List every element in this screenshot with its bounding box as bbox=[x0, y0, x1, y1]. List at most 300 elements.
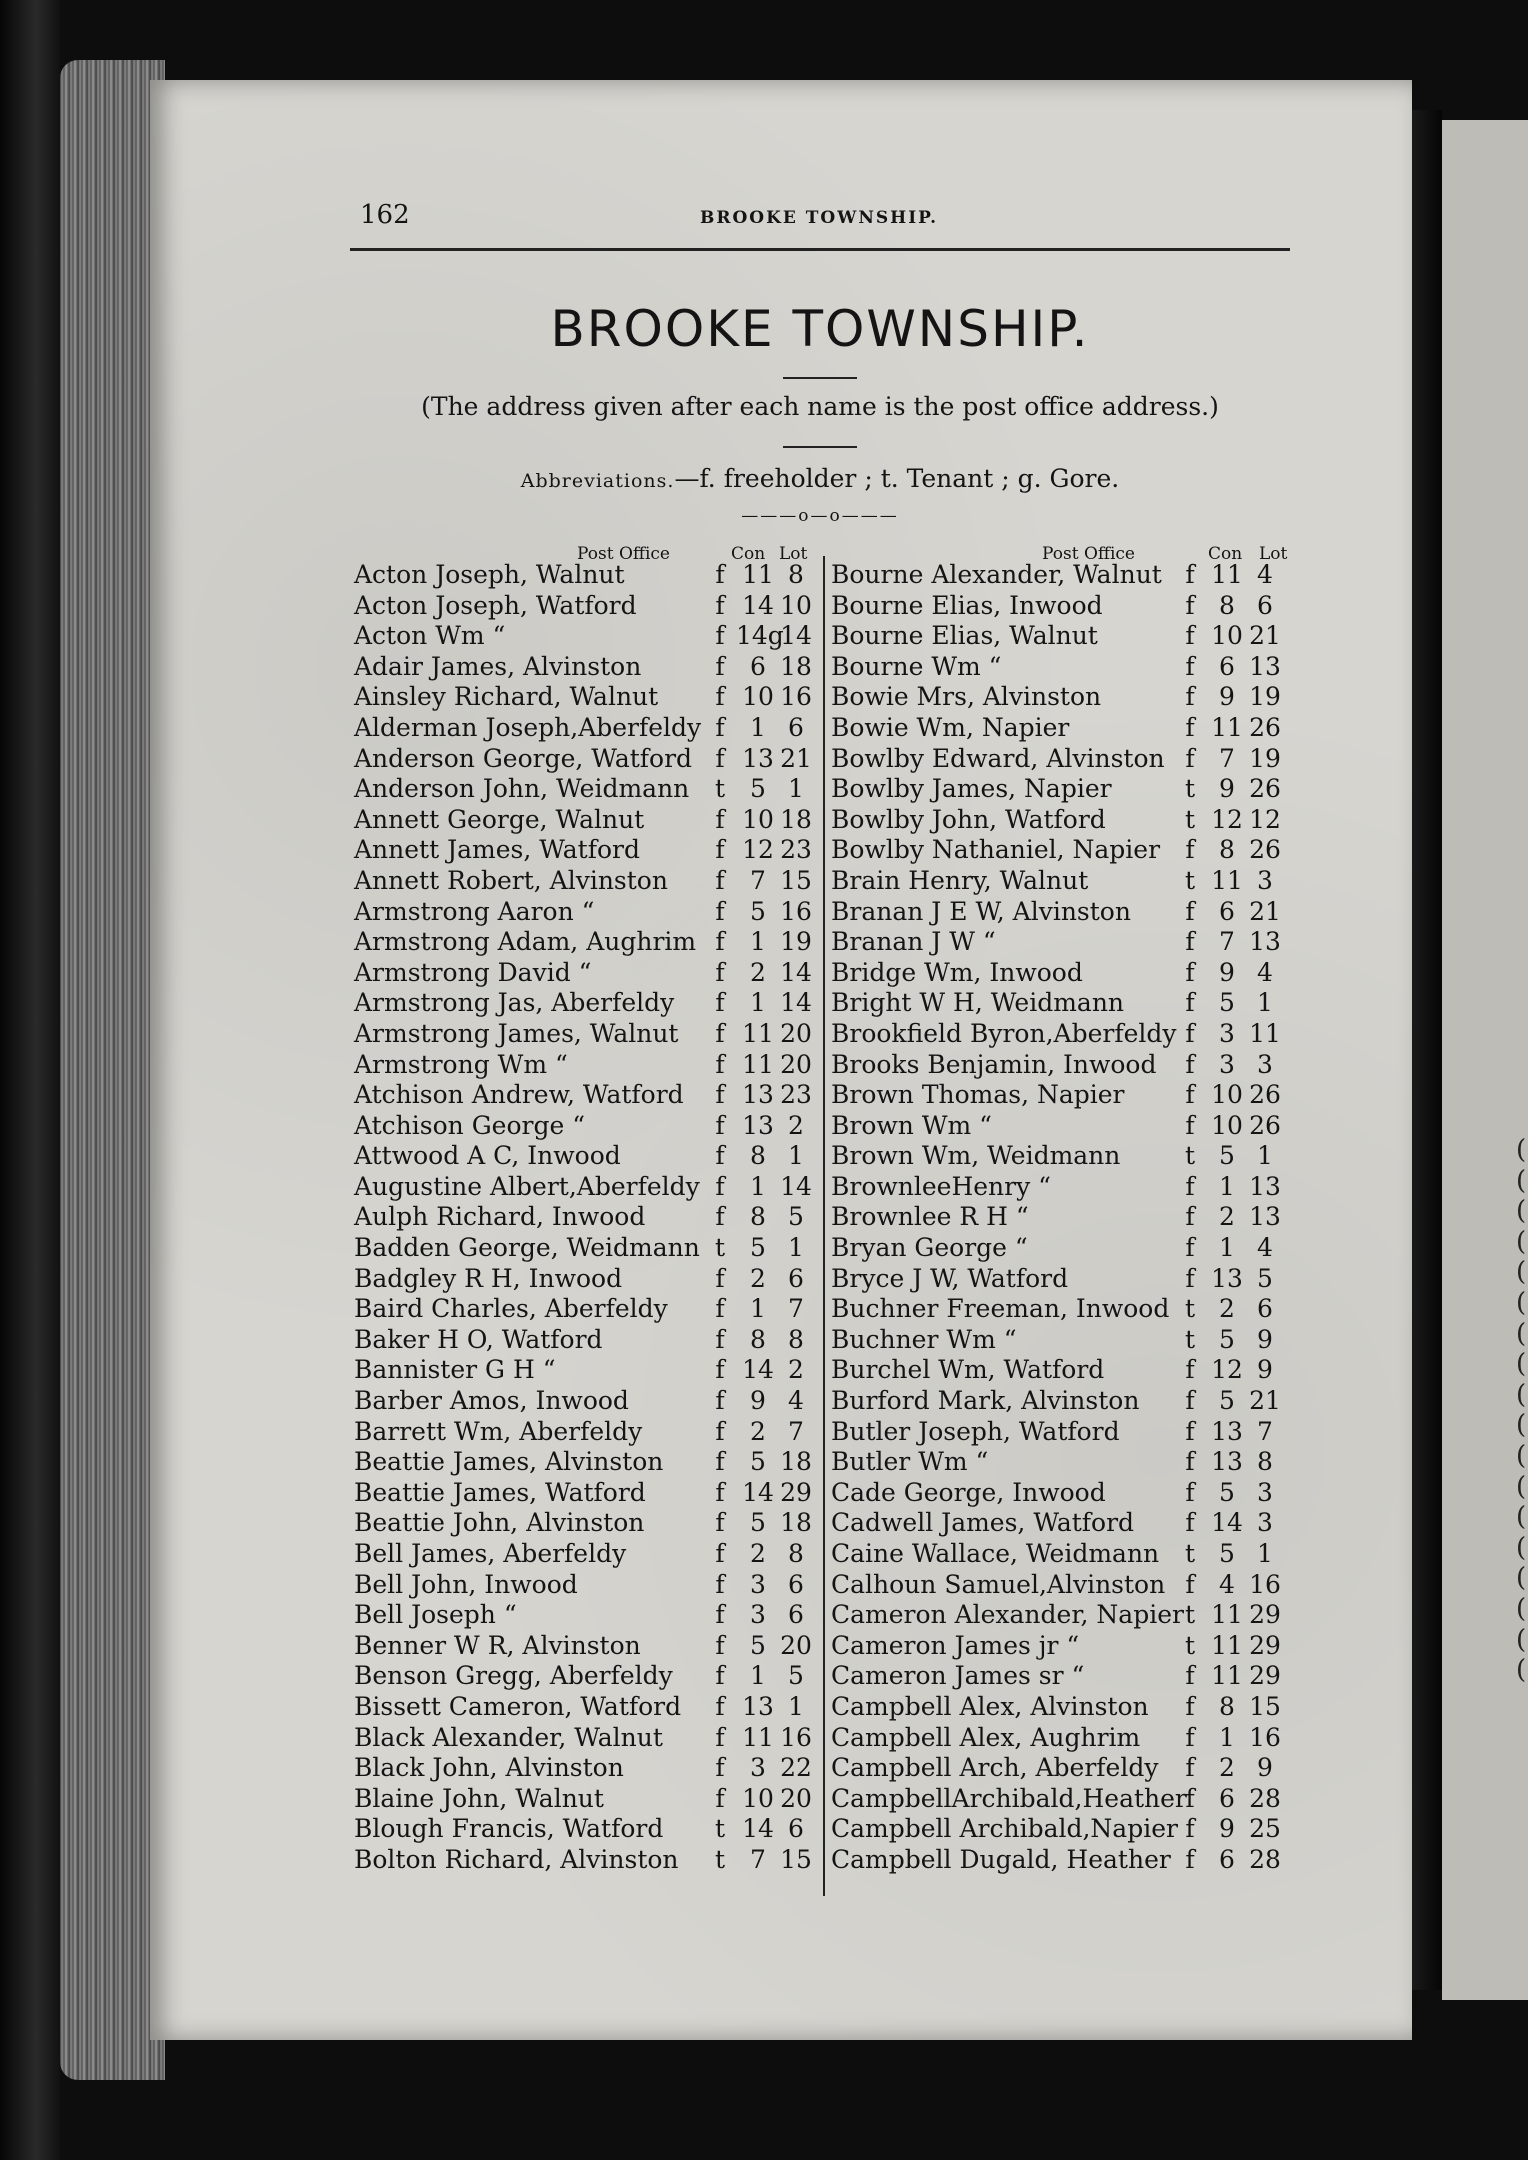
directory-entry bbox=[817, 1844, 1281, 1876]
entry-tenure: f bbox=[715, 560, 725, 589]
entry-lot: 29 bbox=[1249, 1661, 1281, 1691]
entry-lot: 19 bbox=[1249, 743, 1281, 773]
entry-name: Bryce J W, Watford bbox=[831, 1263, 1069, 1293]
entry-name: Bourne Elias, Inwood bbox=[831, 590, 1103, 620]
entry-lot: 2 bbox=[788, 1355, 804, 1385]
left-lot-heading: Lot bbox=[779, 544, 808, 564]
entry-tenure: f bbox=[1185, 590, 1195, 620]
entry-lot: 18 bbox=[780, 804, 812, 834]
next-page-fragment: ( bbox=[1516, 1410, 1527, 1441]
entry-lot: 6 bbox=[1257, 1294, 1273, 1324]
entry-lot: 1 bbox=[1257, 1141, 1273, 1171]
entry-tenure: f bbox=[715, 865, 725, 895]
entry-lot: 21 bbox=[780, 743, 812, 773]
entry-con: 7 bbox=[1219, 927, 1235, 957]
entry-tenure: f bbox=[715, 1355, 725, 1385]
entry-tenure: f bbox=[1185, 1661, 1195, 1691]
entry-tenure: f bbox=[1185, 957, 1195, 987]
entry-tenure: f bbox=[1185, 1110, 1195, 1140]
entry-name: Brownlee R H “ bbox=[831, 1202, 1029, 1232]
left-con-heading: Con bbox=[731, 544, 766, 564]
next-page-fragment: ( bbox=[1516, 1624, 1527, 1655]
directory-entry bbox=[817, 1171, 1281, 1203]
note-rule bbox=[783, 446, 857, 448]
directory-entry bbox=[817, 1018, 1281, 1050]
entry-tenure: f bbox=[715, 1753, 725, 1783]
entry-tenure: f bbox=[1185, 1233, 1195, 1263]
entry-con: 7 bbox=[750, 1844, 766, 1874]
directory-entry bbox=[340, 1447, 820, 1478]
directory-entry bbox=[817, 1508, 1277, 1539]
entry-con: 13 bbox=[1211, 1416, 1243, 1446]
entry-con: 2 bbox=[750, 957, 766, 987]
entry-con: 5 bbox=[750, 774, 766, 804]
entry-tenure: f bbox=[1185, 1018, 1195, 1048]
entry-tenure: f bbox=[715, 835, 725, 865]
entry-name: Cadwell James, Watford bbox=[831, 1508, 1135, 1538]
entry-name: Brown Wm “ bbox=[831, 1110, 992, 1140]
entry-tenure: f bbox=[1185, 1447, 1195, 1477]
entry-lot: 8 bbox=[788, 1324, 804, 1354]
entry-tenure: f bbox=[715, 1110, 725, 1140]
entry-lot: 26 bbox=[1249, 835, 1281, 865]
directory-entry bbox=[817, 1814, 1281, 1845]
entry-lot: 14 bbox=[780, 621, 812, 651]
entry-tenure: f bbox=[715, 1386, 725, 1416]
entry-name: Bell James, Aberfeldy bbox=[354, 1539, 627, 1568]
entry-tenure: f bbox=[1185, 1814, 1195, 1844]
directory-entry bbox=[817, 1783, 1281, 1815]
entry-name: Bryan George “ bbox=[831, 1233, 1028, 1263]
entry-con: 11 bbox=[742, 1722, 774, 1752]
entry-tenure: t bbox=[714, 774, 726, 804]
entry-con: 12 bbox=[1211, 804, 1243, 834]
directory-entry bbox=[340, 560, 820, 591]
abbreviations-label: Abbreviations. bbox=[520, 470, 675, 492]
entry-lot: 28 bbox=[1249, 1844, 1281, 1874]
entry-tenure: t bbox=[1184, 1630, 1196, 1660]
entry-con: 3 bbox=[750, 1600, 766, 1630]
entry-lot: 9 bbox=[1257, 1324, 1273, 1354]
entry-name: Buchner Freeman, Inwood bbox=[831, 1294, 1170, 1324]
entry-con: 13 bbox=[1211, 1447, 1243, 1477]
entry-con: 14 bbox=[1211, 1508, 1243, 1538]
entry-con: 5 bbox=[750, 1233, 766, 1263]
entry-con: 2 bbox=[1219, 1202, 1235, 1232]
entry-tenure: f bbox=[715, 590, 725, 620]
entry-name: Baker H O, Watford bbox=[354, 1324, 603, 1354]
entry-name: Bowie Mrs, Alvinston bbox=[831, 682, 1102, 712]
entry-tenure: f bbox=[1185, 1477, 1195, 1507]
entry-name: Bourne Wm “ bbox=[831, 651, 1002, 681]
directory-entry bbox=[340, 1539, 820, 1570]
entry-tenure: f bbox=[715, 1171, 725, 1201]
entry-con: 5 bbox=[1219, 988, 1235, 1018]
entry-tenure: f bbox=[715, 1783, 725, 1813]
directory-entry bbox=[817, 866, 1277, 897]
entry-name: Benson Gregg, Aberfeldy bbox=[354, 1661, 673, 1691]
directory-entry bbox=[340, 1141, 820, 1172]
entry-lot: 4 bbox=[1257, 1233, 1273, 1263]
entry-con: 1 bbox=[750, 988, 766, 1018]
entry-lot: 16 bbox=[1249, 1569, 1281, 1599]
entry-tenure: f bbox=[1185, 682, 1195, 712]
entry-tenure: f bbox=[715, 957, 725, 987]
entry-lot: 28 bbox=[1249, 1783, 1281, 1813]
entry-con: 10 bbox=[742, 804, 774, 834]
entry-tenure: f bbox=[1185, 1080, 1195, 1110]
entry-name: Burchel Wm, Watford bbox=[831, 1355, 1105, 1385]
entry-tenure: t bbox=[1184, 804, 1196, 834]
entry-con: 8 bbox=[1219, 835, 1235, 865]
entry-tenure: f bbox=[1185, 1171, 1195, 1201]
entry-name: Campbell Alex, Aughrim bbox=[831, 1722, 1141, 1752]
entry-lot: 29 bbox=[780, 1477, 812, 1507]
entry-name: Adair James, Alvinston bbox=[354, 651, 642, 681]
entry-lot: 26 bbox=[1249, 712, 1281, 742]
entry-name: Bowlby Nathaniel, Napier bbox=[831, 835, 1161, 865]
entry-lot: 6 bbox=[1257, 590, 1273, 620]
directory-entry bbox=[817, 804, 1281, 836]
entry-tenure: t bbox=[1184, 1600, 1196, 1630]
entry-name: Aulph Richard, Inwood bbox=[354, 1202, 646, 1232]
entry-con: 9 bbox=[1219, 957, 1235, 987]
directory-entry bbox=[817, 1386, 1281, 1417]
entry-lot: 16 bbox=[780, 1722, 812, 1752]
entry-con: 8 bbox=[1219, 590, 1235, 620]
directory-entry bbox=[340, 866, 820, 897]
entry-con: 9 bbox=[1219, 774, 1235, 804]
entry-name: Butler Wm “ bbox=[831, 1447, 989, 1477]
entry-lot: 18 bbox=[780, 1447, 812, 1477]
entry-lot: 14 bbox=[780, 1171, 812, 1201]
entry-con: 8 bbox=[750, 1202, 766, 1232]
entry-name: Beattie John, Alvinston bbox=[354, 1508, 645, 1538]
directory-entry bbox=[340, 682, 820, 713]
entry-con: 12 bbox=[742, 835, 774, 865]
entry-lot: 18 bbox=[780, 1508, 812, 1538]
directory-entry bbox=[817, 1110, 1281, 1142]
entry-name: Armstrong Aaron “ bbox=[354, 896, 595, 926]
directory-entry bbox=[340, 805, 820, 836]
entry-tenure: f bbox=[715, 804, 725, 834]
entry-lot: 22 bbox=[780, 1753, 812, 1783]
entry-name: Armstrong Jas, Aberfeldy bbox=[354, 988, 675, 1018]
entry-lot: 1 bbox=[788, 1141, 804, 1171]
entry-lot: 7 bbox=[788, 1416, 804, 1446]
entry-tenure: f bbox=[1185, 1202, 1195, 1232]
entry-lot: 8 bbox=[788, 1539, 804, 1568]
entry-name: Branan J E W, Alvinston bbox=[831, 896, 1131, 926]
directory-entry bbox=[340, 1631, 820, 1662]
entry-tenure: f bbox=[715, 1447, 725, 1477]
directory-entry bbox=[817, 1630, 1281, 1662]
entry-name: Bridge Wm, Inwood bbox=[831, 957, 1083, 987]
entry-lot: 15 bbox=[780, 1844, 812, 1874]
entry-tenure: f bbox=[1185, 896, 1195, 926]
entry-name: Barber Amos, Inwood bbox=[354, 1386, 629, 1416]
entry-tenure: f bbox=[715, 743, 725, 773]
directory-entry bbox=[817, 988, 1277, 1019]
next-page-fragment: ( bbox=[1516, 1135, 1527, 1165]
entry-lot: 5 bbox=[788, 1202, 804, 1232]
entry-con: 8 bbox=[1219, 1691, 1235, 1721]
entry-tenure: f bbox=[715, 1018, 725, 1048]
entry-lot: 13 bbox=[1249, 927, 1281, 957]
directory-entry bbox=[340, 1172, 820, 1203]
directory-entry bbox=[817, 1141, 1277, 1172]
entry-name: Bowie Wm, Napier bbox=[831, 712, 1070, 742]
entry-name: Armstrong Wm “ bbox=[354, 1049, 568, 1079]
entry-name: Brain Henry, Walnut bbox=[831, 865, 1089, 895]
entry-tenure: t bbox=[1184, 865, 1196, 895]
entry-lot: 13 bbox=[1249, 1171, 1281, 1201]
entry-name: Cameron James sr “ bbox=[831, 1661, 1085, 1691]
entry-con: 2 bbox=[1219, 1753, 1235, 1783]
entry-tenure: f bbox=[1185, 1722, 1195, 1752]
entry-tenure: f bbox=[1185, 988, 1195, 1018]
entry-con: 10 bbox=[1211, 621, 1243, 651]
entry-lot: 18 bbox=[780, 651, 812, 681]
entry-name: Bourne Elias, Walnut bbox=[831, 621, 1098, 651]
entry-lot: 23 bbox=[780, 1080, 812, 1110]
ornament-divider: ———o—o——— bbox=[741, 506, 899, 526]
next-page-fragment: ( bbox=[1516, 1165, 1527, 1196]
entry-tenure: f bbox=[1185, 1386, 1195, 1416]
entry-name: Bell Joseph “ bbox=[354, 1600, 517, 1630]
entry-name: Buchner Wm “ bbox=[831, 1324, 1017, 1354]
entry-lot: 5 bbox=[1257, 1263, 1273, 1293]
directory-entry bbox=[817, 1753, 1277, 1784]
left-directory-list bbox=[340, 560, 820, 1876]
next-page-fragment: ( bbox=[1516, 1196, 1527, 1227]
directory-entry bbox=[817, 743, 1281, 775]
entry-con: 7 bbox=[1219, 743, 1235, 773]
entry-con: 10 bbox=[742, 1783, 774, 1813]
entry-name: Bright W H, Weidmann bbox=[831, 988, 1125, 1018]
entry-name: Acton Joseph, Watford bbox=[354, 590, 637, 620]
directory-entry bbox=[340, 897, 820, 928]
entry-lot: 11 bbox=[1249, 1018, 1281, 1048]
entry-lot: 15 bbox=[780, 865, 812, 895]
entry-tenure: f bbox=[1185, 1049, 1195, 1079]
entry-tenure: f bbox=[715, 1263, 725, 1293]
directory-entry bbox=[817, 682, 1281, 713]
entry-name: Bowlby James, Napier bbox=[831, 774, 1112, 804]
directory-entry bbox=[817, 560, 1277, 591]
entry-name: Campbell Arch, Aberfeldy bbox=[831, 1753, 1159, 1783]
directory-entry bbox=[817, 1447, 1277, 1478]
entry-con: 3 bbox=[750, 1753, 766, 1783]
entry-tenure: f bbox=[1185, 835, 1195, 865]
entry-tenure: f bbox=[1185, 1355, 1195, 1385]
entry-con: 5 bbox=[1219, 1477, 1235, 1507]
entry-tenure: f bbox=[715, 1416, 725, 1446]
directory-entry bbox=[340, 591, 820, 622]
entry-tenure: t bbox=[1184, 774, 1196, 804]
entry-name: Blaine John, Walnut bbox=[354, 1783, 604, 1813]
entry-lot: 10 bbox=[780, 590, 812, 620]
directory-entry bbox=[817, 1294, 1277, 1325]
entry-name: Bissett Cameron, Watford bbox=[354, 1691, 682, 1721]
entry-name: Butler Joseph, Watford bbox=[831, 1416, 1120, 1446]
entry-tenure: f bbox=[1185, 1844, 1195, 1874]
entry-tenure: f bbox=[715, 1600, 725, 1630]
directory-entry bbox=[340, 652, 820, 683]
entry-tenure: f bbox=[715, 1141, 725, 1171]
directory-entry bbox=[340, 1753, 820, 1784]
page-number: 162 bbox=[360, 200, 410, 230]
entry-con: 6 bbox=[1219, 1844, 1235, 1874]
directory-entry bbox=[817, 1355, 1277, 1386]
entry-name: Augustine Albert,Aberfeldy bbox=[354, 1171, 700, 1201]
entry-tenure: f bbox=[715, 1569, 725, 1599]
entry-con: 6 bbox=[1219, 896, 1235, 926]
entry-con: 2 bbox=[750, 1539, 766, 1568]
entry-con: 1 bbox=[750, 1661, 766, 1691]
entry-con: 1 bbox=[1219, 1171, 1235, 1201]
entry-tenure: f bbox=[1185, 1508, 1195, 1538]
directory-entry bbox=[817, 958, 1277, 989]
directory-entry bbox=[817, 1722, 1281, 1754]
entry-lot: 3 bbox=[1257, 1508, 1273, 1538]
directory-entry bbox=[340, 1202, 820, 1233]
entry-tenure: f bbox=[715, 1080, 725, 1110]
entry-tenure: f bbox=[715, 1691, 725, 1721]
entry-con: 3 bbox=[1219, 1018, 1235, 1048]
entry-con: 1 bbox=[750, 712, 766, 742]
entry-name: Baird Charles, Aberfeldy bbox=[354, 1294, 668, 1324]
entry-lot: 6 bbox=[788, 1814, 804, 1844]
entry-con: 5 bbox=[750, 1630, 766, 1660]
directory-entry bbox=[817, 835, 1281, 866]
entry-lot: 9 bbox=[1257, 1355, 1273, 1385]
entry-tenure: f bbox=[715, 1539, 725, 1568]
directory-entry bbox=[817, 1202, 1281, 1233]
entry-name: Bolton Richard, Alvinston bbox=[354, 1844, 679, 1874]
entry-tenure: f bbox=[715, 1324, 725, 1354]
entry-tenure: f bbox=[715, 682, 725, 712]
book-spine bbox=[0, 0, 60, 2160]
entry-name: Calhoun Samuel,Alvinston bbox=[831, 1569, 1166, 1599]
entry-tenure: f bbox=[1185, 1569, 1195, 1599]
directory-entry bbox=[817, 774, 1281, 805]
directory-entry bbox=[340, 1264, 820, 1295]
entry-name: Cade George, Inwood bbox=[831, 1477, 1106, 1507]
entry-lot: 4 bbox=[788, 1386, 804, 1416]
entry-lot: 2 bbox=[788, 1110, 804, 1140]
entry-lot: 26 bbox=[1249, 774, 1281, 804]
entry-con: 13 bbox=[742, 1691, 774, 1721]
entry-name: Acton Wm “ bbox=[354, 621, 506, 651]
entry-lot: 7 bbox=[1257, 1416, 1273, 1446]
entry-tenure: f bbox=[1185, 1416, 1195, 1446]
directory-entry bbox=[340, 1570, 820, 1601]
entry-tenure: f bbox=[715, 1661, 725, 1691]
entry-name: Cameron Alexander, Napier bbox=[831, 1600, 1184, 1630]
entry-name: Branan J W “ bbox=[831, 927, 996, 957]
directory-entry bbox=[817, 651, 1281, 683]
entry-con: 9 bbox=[1219, 682, 1235, 712]
entry-tenure: f bbox=[715, 1508, 725, 1538]
entry-name: Cameron James jr “ bbox=[831, 1630, 1080, 1660]
entry-con: 8 bbox=[750, 1141, 766, 1171]
entry-tenure: f bbox=[1185, 712, 1195, 742]
directory-entry bbox=[340, 1661, 820, 1692]
next-page-fragment: ( bbox=[1516, 1655, 1527, 1686]
entry-name: Annett James, Watford bbox=[354, 835, 640, 865]
entry-con: 11 bbox=[742, 1049, 774, 1079]
entry-name: Armstrong James, Walnut bbox=[354, 1018, 679, 1048]
entry-tenure: t bbox=[714, 1814, 726, 1844]
next-page-fragment: ( bbox=[1516, 1349, 1527, 1380]
entry-lot: 15 bbox=[1249, 1691, 1281, 1721]
entry-name: Ainsley Richard, Walnut bbox=[354, 682, 659, 712]
directory-entry bbox=[340, 927, 820, 958]
next-page-fragment: ( bbox=[1516, 1318, 1527, 1349]
entry-con: 11 bbox=[742, 560, 774, 589]
entry-lot: 8 bbox=[788, 560, 804, 589]
entry-con: 13 bbox=[742, 743, 774, 773]
next-page-fragment: ( bbox=[1516, 1441, 1527, 1471]
entry-con: 11 bbox=[1211, 1661, 1243, 1691]
entry-con: 5 bbox=[750, 1447, 766, 1477]
entry-con: 14 bbox=[742, 590, 774, 620]
entry-name: Atchison Andrew, Watford bbox=[354, 1080, 684, 1110]
directory-entry bbox=[340, 1784, 820, 1815]
entry-tenure: t bbox=[1184, 1324, 1196, 1354]
directory-entry bbox=[340, 1294, 820, 1325]
right-post-office-heading: Post Office bbox=[1042, 544, 1135, 564]
directory-entry bbox=[340, 744, 820, 775]
entry-name: Barrett Wm, Aberfeldy bbox=[354, 1416, 643, 1446]
entry-con: 6 bbox=[750, 651, 766, 681]
directory-entry bbox=[340, 1845, 820, 1876]
next-page-fragment: ( bbox=[1516, 1563, 1527, 1594]
entry-lot: 7 bbox=[788, 1294, 804, 1324]
next-page-fragment: ( bbox=[1516, 1532, 1527, 1563]
entry-lot: 14 bbox=[780, 957, 812, 987]
entry-tenure: f bbox=[1185, 927, 1195, 957]
entry-name: Brown Wm, Weidmann bbox=[831, 1141, 1121, 1171]
next-page-fragment: ( bbox=[1516, 1226, 1527, 1257]
right-con-heading: Con bbox=[1208, 544, 1243, 564]
entry-name: Brookfield Byron,Aberfeldy bbox=[831, 1018, 1177, 1048]
entry-lot: 16 bbox=[780, 682, 812, 712]
directory-entry bbox=[817, 1417, 1277, 1448]
entry-tenure: t bbox=[1184, 1294, 1196, 1324]
entry-lot: 1 bbox=[788, 1233, 804, 1263]
entry-tenure: f bbox=[1185, 1263, 1195, 1293]
directory-entry bbox=[817, 1325, 1277, 1356]
directory-entry bbox=[817, 1691, 1281, 1723]
entry-name: Bell John, Inwood bbox=[354, 1569, 578, 1599]
entry-name: Black John, Alvinston bbox=[354, 1753, 624, 1783]
running-header bbox=[350, 196, 1290, 251]
directory-entry bbox=[817, 1080, 1281, 1111]
entry-lot: 29 bbox=[1249, 1600, 1281, 1630]
entry-name: Blough Francis, Watford bbox=[354, 1814, 664, 1844]
entry-tenure: f bbox=[715, 1722, 725, 1752]
entry-name: Badgley R H, Inwood bbox=[354, 1263, 623, 1293]
directory-entry bbox=[817, 1050, 1277, 1081]
entry-con: 9 bbox=[750, 1386, 766, 1416]
entry-lot: 3 bbox=[1257, 1477, 1273, 1507]
entry-name: Campbell Alex, Alvinston bbox=[831, 1691, 1149, 1721]
entry-name: Beattie James, Watford bbox=[354, 1477, 646, 1507]
entry-con: 1 bbox=[750, 927, 766, 957]
entry-con: 10 bbox=[1211, 1110, 1243, 1140]
